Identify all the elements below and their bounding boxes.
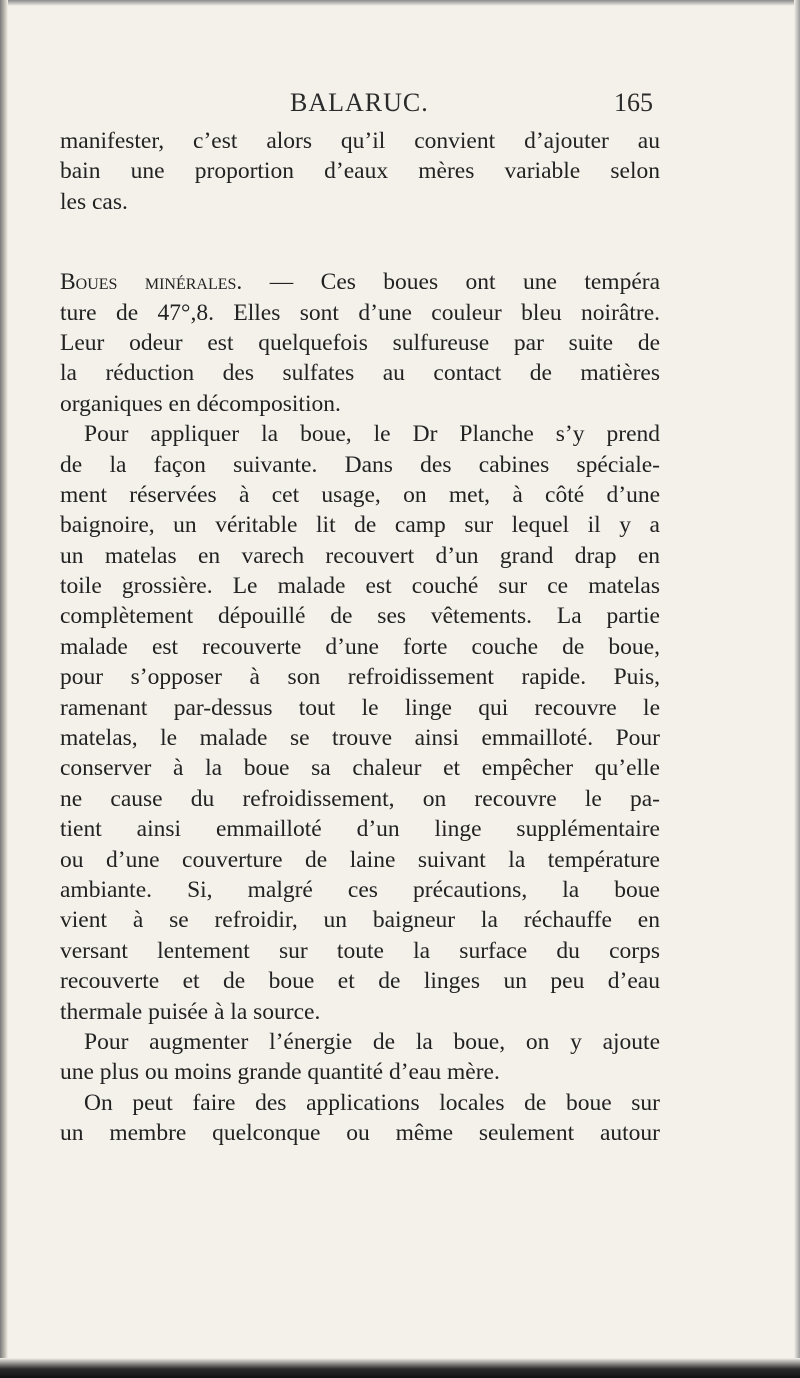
mother-water-paragraph bbox=[60, 1027, 660, 1088]
text-line: matelas, le malade se trouve ainsi emmailloté. Pour bbox=[60, 725, 660, 752]
local-application-paragraph bbox=[60, 1088, 660, 1149]
text-line: manifester, c’est alors qu’il convient d’ajouter au bbox=[60, 128, 660, 154]
text-line: versant lentement sur toute la surface du corps bbox=[60, 937, 660, 964]
text-line: thermale puisée à la source. bbox=[60, 998, 321, 1025]
text-line: la réduction des sulfates au contact de matières bbox=[60, 360, 660, 387]
body-text bbox=[60, 126, 660, 1149]
section-first-line-text: Ces boues ont une tempéra bbox=[320, 269, 661, 296]
section-gap bbox=[60, 217, 660, 267]
text-line: Pour appliquer la boue, le Dr Planche s’y prend bbox=[84, 421, 660, 448]
paragraph-continuation bbox=[60, 126, 660, 217]
application-paragraph bbox=[60, 419, 660, 1027]
text-line: pour s’opposer à son refroidissement rapide. Puis, bbox=[60, 664, 660, 691]
page-number: 165 bbox=[614, 88, 653, 117]
text-line: ramenant par-dessus tout le linge qui recouvre le bbox=[60, 694, 660, 721]
text-line: organiques en décomposition. bbox=[60, 390, 341, 417]
text-line: Pour augmenter l’énergie de la boue, on y ajoute bbox=[84, 1028, 660, 1055]
text-line: toile grossière. Le malade est couché sur ce matelas bbox=[60, 573, 660, 600]
text-line: Leur odeur est quelquefois sulfureuse par suite de bbox=[60, 329, 660, 356]
page-header bbox=[60, 88, 653, 116]
text-line: un matelas en varech recouvert d’un grand drap en bbox=[60, 542, 660, 569]
page-bottom-shadow bbox=[0, 1358, 800, 1378]
text-line: tient ainsi emmailloté d’un linge supplémentaire bbox=[60, 816, 660, 843]
text-line bbox=[60, 267, 660, 297]
text-line: conserver à la boue sa chaleur et empêcher qu’elle bbox=[60, 755, 660, 782]
text-line: ment réservées à cet usage, on met, à côté d’une bbox=[60, 481, 660, 508]
text-line: ou d’une couverture de laine suivant la température bbox=[60, 846, 660, 873]
text-line: On peut faire des applications locales de boue sur bbox=[84, 1089, 660, 1116]
section-heading: Boues minérales. bbox=[60, 269, 243, 296]
page-top-shadow bbox=[0, 0, 800, 6]
page-left-shadow bbox=[0, 0, 8, 1378]
text-line: vient à se refroidir, un baigneur la réchauffe en bbox=[60, 907, 660, 934]
text-line: malade est recouverte d’une forte couche de boue, bbox=[60, 633, 660, 660]
text-line: un membre quelconque ou même seulement autour bbox=[60, 1120, 660, 1147]
page-right-shadow bbox=[794, 0, 800, 1378]
text-line: ne cause du refroidissement, on recouvre le pa- bbox=[60, 785, 660, 812]
text-line: recouverte et de boue et de linges un peu d’eau bbox=[60, 968, 660, 995]
running-head: BALARUC. bbox=[290, 88, 429, 117]
text-line: baignoire, un véritable lit de camp sur lequel il y a bbox=[60, 512, 660, 539]
boues-minerales-section bbox=[60, 267, 660, 419]
text-line: ture de 47°,8. Elles sont d’une couleur bleu noirâtre. bbox=[60, 299, 660, 326]
text-line: ambiante. Si, malgré ces précautions, la boue bbox=[60, 876, 660, 903]
heading-dash: — bbox=[242, 269, 321, 296]
text-line: complètement dépouillé de ses vêtements. La partie bbox=[60, 603, 660, 630]
text-line: de la façon suivante. Dans des cabines spéciale- bbox=[60, 451, 660, 478]
text-line: bain une proportion d’eaux mères variable selon bbox=[60, 158, 660, 185]
text-line: les cas. bbox=[60, 188, 128, 215]
text-line: une plus ou moins grande quantité d’eau mère. bbox=[60, 1059, 500, 1086]
